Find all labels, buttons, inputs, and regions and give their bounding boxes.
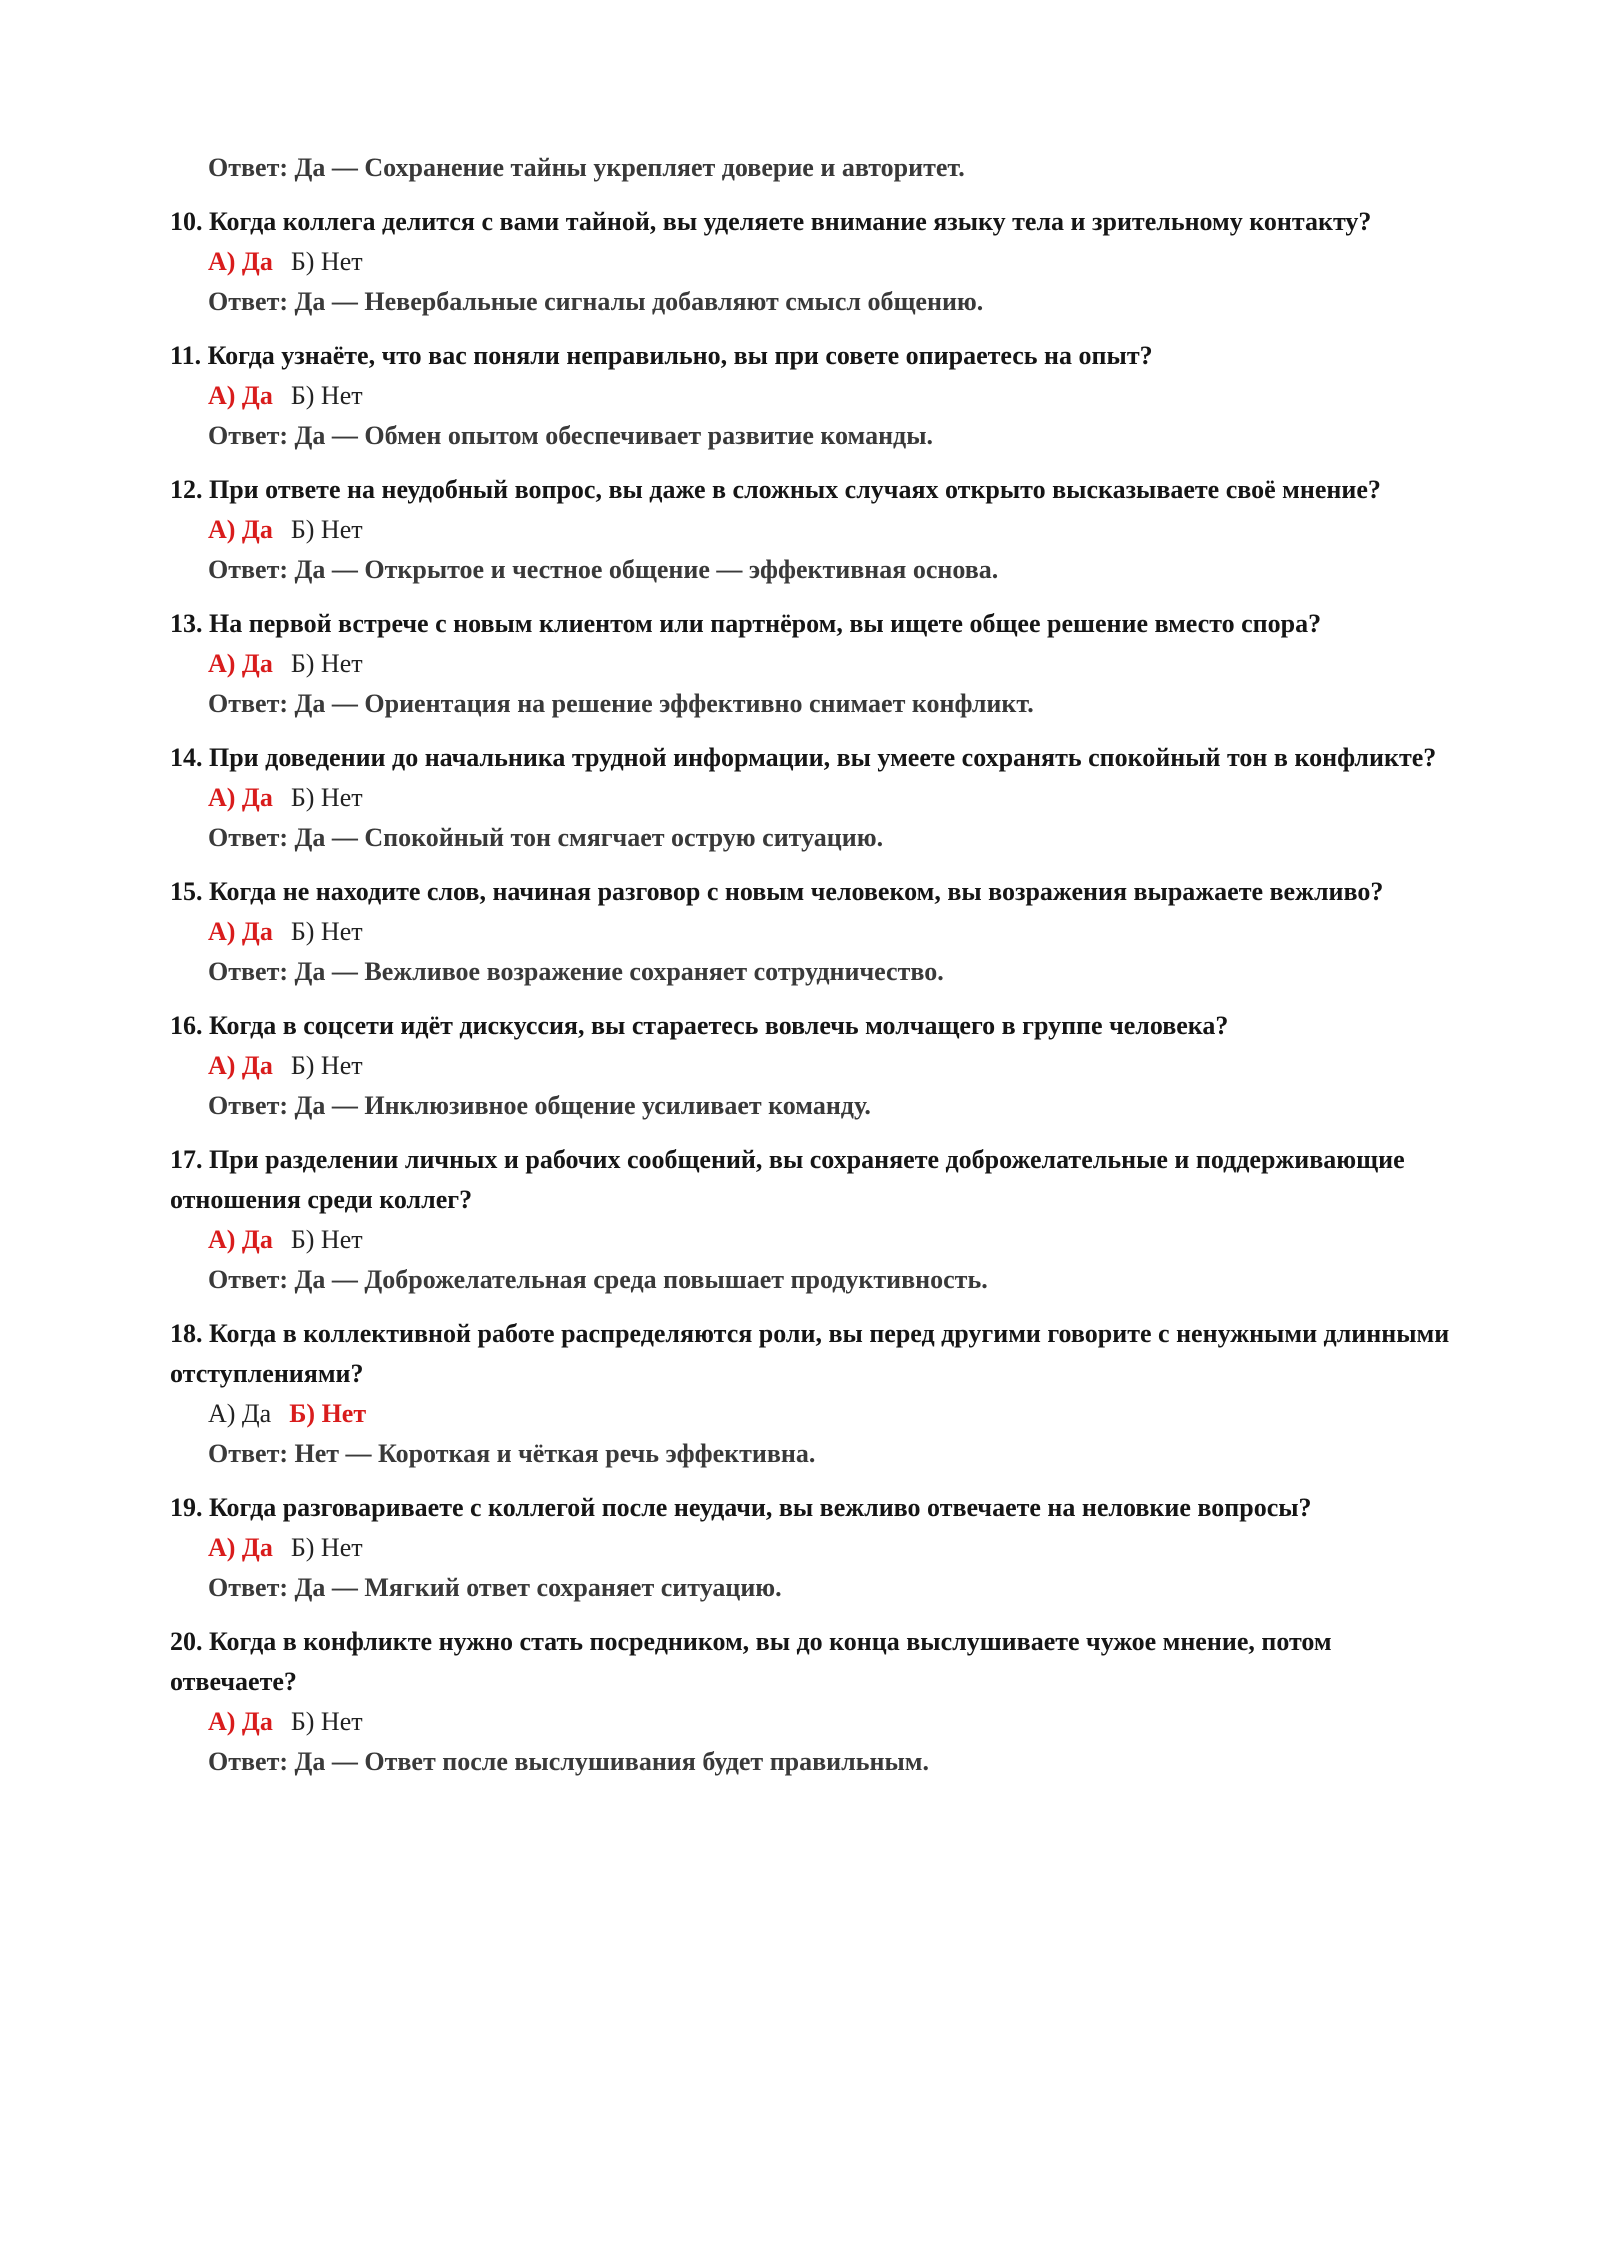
- question-text: 15. Когда не находите слов, начиная разговор с новым человеком, вы возражения выражаете вежливо?: [170, 877, 1384, 906]
- answer-explanation-9: Ответ: Да — Сохранение тайны укрепляет доверие и авторитет.: [208, 153, 965, 182]
- question-text: 12. При ответе на неудобный вопрос, вы даже в сложных случаях открыто высказываете своё мнение?: [170, 475, 1381, 504]
- option-b: Б) Нет: [290, 1533, 363, 1562]
- answer-options: [170, 1046, 1450, 1086]
- question-text: 19. Когда разговариваете с коллегой после неудачи, вы вежливо отвечаете на неловкие вопросы?: [170, 1493, 1312, 1522]
- answer-explanation: Ответ: Да — Обмен опытом обеспечивает развитие команды.: [208, 421, 934, 450]
- question-list: [170, 202, 1450, 1782]
- option-b: Б) Нет: [290, 1051, 363, 1080]
- question-text: 17. При разделении личных и рабочих сообщений, вы сохраняете доброжелательные и поддерживающие отношения среди коллег?: [170, 1145, 1405, 1214]
- question-block: [170, 470, 1450, 590]
- question-block: [170, 1314, 1450, 1474]
- option-b: Б) Нет: [290, 917, 363, 946]
- answer-options: [170, 778, 1450, 818]
- answer-options: [170, 644, 1450, 684]
- question-text: 14. При доведении до начальника трудной информации, вы умеете сохранять спокойный тон в конфликте?: [170, 743, 1437, 772]
- question-text: 20. Когда в конфликте нужно стать посредником, вы до конца выслушиваете чужое мнение, потом отвечаете?: [170, 1627, 1332, 1696]
- option-a: А) Да: [208, 515, 273, 544]
- option-a: А) Да: [208, 649, 273, 678]
- question-text: 10. Когда коллега делится с вами тайной, вы уделяете внимание языку тела и зрительному контакту?: [170, 207, 1372, 236]
- option-a: А) Да: [208, 1707, 273, 1736]
- answer-options: [170, 376, 1450, 416]
- option-b: Б) Нет: [290, 783, 363, 812]
- question-text: 11. Когда узнаёте, что вас поняли неправильно, вы при совете опираетесь на опыт?: [170, 341, 1153, 370]
- question-block: [170, 1006, 1450, 1126]
- option-a: А) Да: [208, 381, 273, 410]
- question-block: [170, 872, 1450, 992]
- answer-explanation: Ответ: Да — Ответ после выслушивания будет правильным.: [208, 1747, 929, 1776]
- answer-options: [170, 912, 1450, 952]
- option-b: Б) Нет: [290, 247, 363, 276]
- question-block: [170, 604, 1450, 724]
- question-text: 18. Когда в коллективной работе распределяются роли, вы перед другими говорите с ненужными длинными отступлениями?: [170, 1319, 1450, 1388]
- question-block: [170, 202, 1450, 322]
- answer-explanation: Ответ: Да — Открытое и честное общение — эффективная основа.: [208, 555, 999, 584]
- answer-options: [170, 242, 1450, 282]
- option-a: А) Да: [208, 1399, 272, 1428]
- answer-options: [170, 510, 1450, 550]
- option-b: Б) Нет: [289, 1399, 367, 1428]
- option-a: А) Да: [208, 1533, 273, 1562]
- option-b: Б) Нет: [290, 649, 363, 678]
- option-b: Б) Нет: [290, 1225, 363, 1254]
- question-block: [170, 1622, 1450, 1782]
- option-b: Б) Нет: [290, 1707, 363, 1736]
- answer-options: [170, 1528, 1450, 1568]
- option-a: А) Да: [208, 247, 273, 276]
- answer-options: [170, 1220, 1450, 1260]
- answer-explanation: Ответ: Да — Ориентация на решение эффективно снимает конфликт.: [208, 689, 1034, 718]
- question-block: [170, 1140, 1450, 1300]
- answer-options: [170, 1702, 1450, 1742]
- option-a: А) Да: [208, 917, 273, 946]
- option-a: А) Да: [208, 1051, 273, 1080]
- answer-explanation: Ответ: Да — Инклюзивное общение усиливает команду.: [208, 1091, 871, 1120]
- question-text: 16. Когда в соцсети идёт дискуссия, вы стараетесь вовлечь молчащего в группе человека?: [170, 1011, 1229, 1040]
- answer-explanation: Ответ: Да — Спокойный тон смягчает острую ситуацию.: [208, 823, 884, 852]
- option-a: А) Да: [208, 1225, 273, 1254]
- option-b: Б) Нет: [290, 381, 363, 410]
- question-block: [170, 336, 1450, 456]
- answer-explanation: Ответ: Нет — Короткая и чёткая речь эффективна.: [208, 1439, 816, 1468]
- answer-options: [170, 1394, 1450, 1434]
- question-block: [170, 1488, 1450, 1608]
- question-text: 13. На первой встрече с новым клиентом или партнёром, вы ищете общее решение вместо спора?: [170, 609, 1322, 638]
- answer-explanation: Ответ: Да — Мягкий ответ сохраняет ситуацию.: [208, 1573, 782, 1602]
- question-block: [170, 738, 1450, 858]
- answer-explanation: Ответ: Да — Вежливое возражение сохраняет сотрудничество.: [208, 957, 944, 986]
- option-b: Б) Нет: [290, 515, 363, 544]
- answer-explanation: Ответ: Да — Невербальные сигналы добавляют смысл общению.: [208, 287, 984, 316]
- answer-explanation: Ответ: Да — Доброжелательная среда повышает продуктивность.: [208, 1265, 988, 1294]
- option-a: А) Да: [208, 783, 273, 812]
